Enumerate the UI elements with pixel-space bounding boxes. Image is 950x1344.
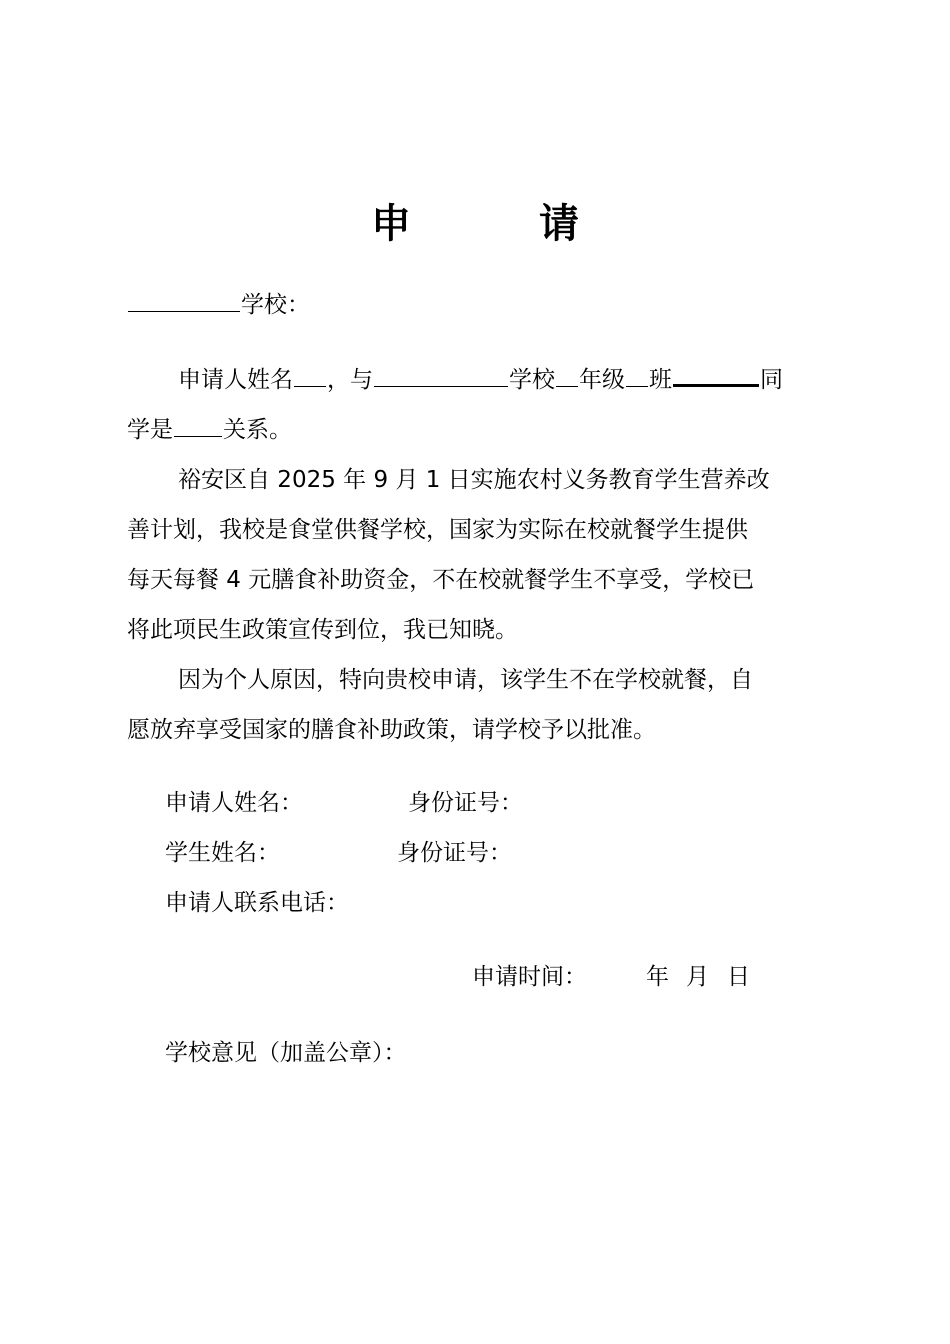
addressee-line: [127, 280, 310, 330]
school-blank[interactable]: [374, 360, 508, 387]
school-text: 学校: [509, 367, 555, 393]
para1-line1: [178, 355, 783, 405]
relation-text: 关系。: [223, 417, 292, 443]
para3-line: 愿放弃享受国家的膳食补助政策，请学校予以批准。: [127, 717, 656, 743]
para2-line: 将此项民生政策宣传到位，我已知晓。: [127, 617, 518, 643]
relation-blank[interactable]: [174, 410, 222, 437]
comma-with-text: ，与: [327, 367, 373, 393]
day-text: 日: [727, 964, 750, 990]
school-opinion-label: 学校意见（加盖公章）：: [165, 1040, 407, 1066]
para2-line: 裕安区自 2025 年 9 月 1 日实施农村义务教育学生营养改: [178, 467, 770, 493]
applicant-id-label: 身份证号：: [408, 790, 523, 816]
year-text: 年: [646, 964, 669, 990]
line2-start-text: 学是: [127, 417, 173, 443]
applicant-name-text: 申请人姓名: [178, 367, 293, 393]
grade-text: 年级: [579, 367, 625, 393]
student-name-label: 学生姓名：: [165, 840, 280, 866]
student-name-blank[interactable]: [673, 358, 759, 387]
month-text: 月: [686, 964, 709, 990]
applicant-name-blank[interactable]: [294, 360, 326, 387]
school-name-blank[interactable]: [128, 285, 240, 312]
para1-line2: [127, 405, 292, 455]
applicant-name-label: 申请人姓名：: [165, 790, 303, 816]
classmate-text: 同: [760, 367, 783, 393]
para2-line: 每天每餐 4 元膳食补助资金，不在校就餐学生不享受，学校已: [127, 567, 755, 593]
grade-blank[interactable]: [556, 360, 578, 387]
para3-line: 因为个人原因，特向贵校申请，该学生不在学校就餐，自: [178, 667, 753, 693]
date-label: 申请时间：: [472, 964, 587, 990]
addressee-suffix: 学校：: [241, 292, 310, 318]
class-text: 班: [649, 367, 672, 393]
student-id-label: 身份证号：: [397, 840, 512, 866]
document-title: 申 请: [371, 201, 623, 247]
phone-label: 申请人联系电话：: [165, 890, 349, 916]
para2-line: 善计划，我校是食堂供餐学校，国家为实际在校就餐学生提供: [127, 517, 748, 543]
class-blank[interactable]: [626, 360, 648, 387]
